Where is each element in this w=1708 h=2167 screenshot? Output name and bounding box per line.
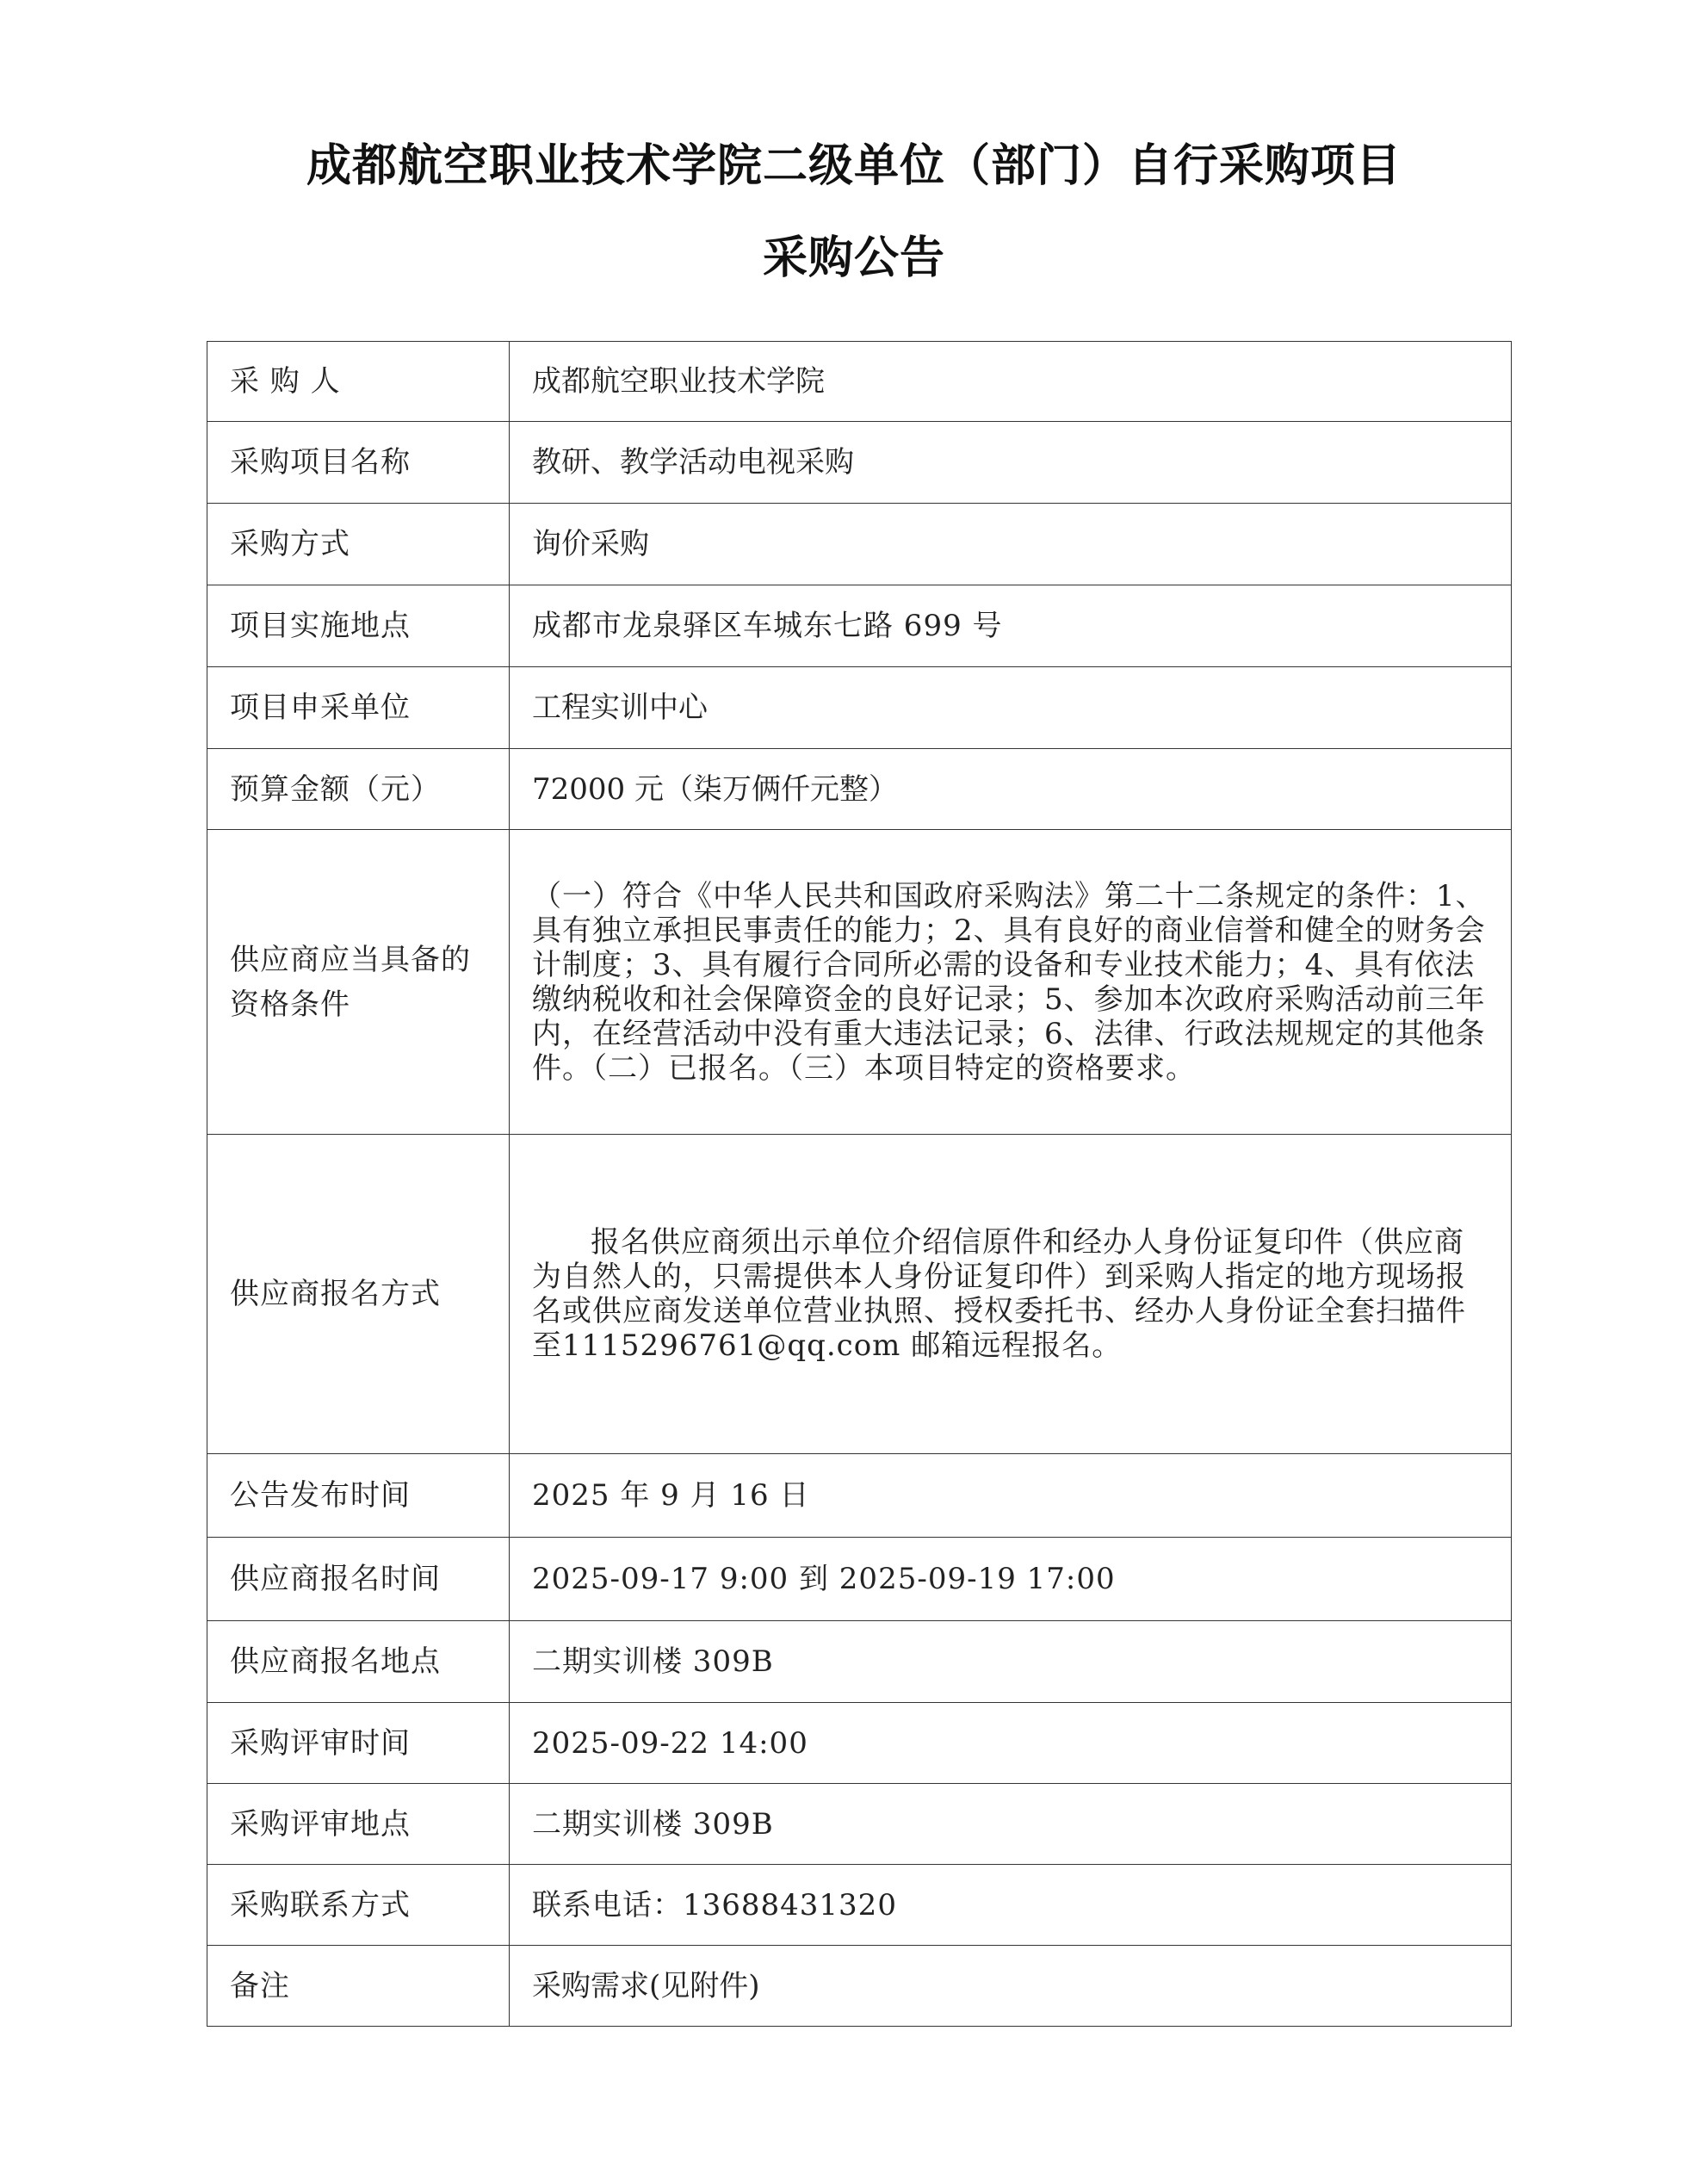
row-label-registration-place: 供应商报名地点 [207,1621,510,1703]
table-row [207,504,1512,585]
row-label-publish-date: 公告发布时间 [207,1454,510,1538]
row-value-contact: 联系电话：13688431320 [510,1865,1512,1946]
row-label-applying-unit: 项目申采单位 [207,667,510,749]
table-row [207,1946,1512,2027]
document-subtitle: 采购公告 [762,232,945,284]
row-value-applying-unit: 工程实训中心 [510,667,1512,749]
row-label-review-time: 采购评审时间 [207,1703,510,1784]
table-row [207,1538,1512,1621]
row-value-registration-time: 2025-09-17 9:00 到 2025-09-19 17:00 [510,1538,1512,1621]
row-label-contact: 采购联系方式 [207,1865,510,1946]
table-row [207,1865,1512,1946]
row-label-remarks: 备注 [207,1946,510,2027]
row-label-location: 项目实施地点 [207,585,510,667]
table-row [207,749,1512,830]
row-label-method: 采购方式 [207,504,510,585]
table-row [207,667,1512,749]
row-value-method: 询价采购 [510,504,1512,585]
row-value-review-time: 2025-09-22 14:00 [510,1703,1512,1784]
table-row [207,1454,1512,1538]
row-value-qualifications: （一）符合《中华人民共和国政府采购法》第二十二条规定的条件：1、具有独立承担民事责任的能力；2、具有良好的商业信誉和健全的财务会计制度；3、具有履行合同所必需的设备和专业技术能力；4、具有依法缴纳税收和社会保障资金的良好记录；5、参加本次政府采购活动前三年内，在经营活动中没有重大违法记录；6、法律、行政法规规定的其他条件。（二）已报名。（三）本项目特定的资格要求。 [510,830,1512,1135]
row-label-review-place: 采购评审地点 [207,1784,510,1865]
row-value-project-name: 教研、教学活动电视采购 [510,422,1512,504]
document-title: 成都航空职业技术学院二级单位（部门）自行采购项目 [306,140,1402,192]
table-row [207,1784,1512,1865]
row-value-review-place: 二期实训楼 309B [510,1784,1512,1865]
row-label-registration-method: 供应商报名方式 [207,1135,510,1454]
row-value-location: 成都市龙泉驿区车城东七路 699 号 [510,585,1512,667]
table-row [207,585,1512,667]
procurement-notice-table [207,341,1512,2027]
table-row [207,830,1512,1135]
row-value-remarks: 采购需求(见附件) [510,1946,1512,2027]
row-label-registration-time: 供应商报名时间 [207,1538,510,1621]
row-label-qualifications: 供应商应当具备的资格条件 [207,830,510,1135]
row-value-purchaser: 成都航空职业技术学院 [510,342,1512,422]
row-label-purchaser: 采 购 人 [207,342,510,422]
row-value-budget: 72000 元（柒万俩仟元整） [510,749,1512,830]
row-value-registration-method: 报名供应商须出示单位介绍信原件和经办人身份证复印件（供应商为自然人的，只需提供本人身份证复印件）到采购人指定的地方现场报名或供应商发送单位营业执照、授权委托书、经办人身份证全套扫描件至1115296761@qq.com 邮箱远程报名。 [510,1135,1512,1454]
row-value-publish-date: 2025 年 9 月 16 日 [510,1454,1512,1538]
table-row [207,422,1512,504]
row-value-registration-place: 二期实训楼 309B [510,1621,1512,1703]
table-row [207,1135,1512,1454]
table-row [207,1703,1512,1784]
table-row [207,342,1512,422]
row-label-budget: 预算金额（元） [207,749,510,830]
table-row [207,1621,1512,1703]
row-label-project-name: 采购项目名称 [207,422,510,504]
